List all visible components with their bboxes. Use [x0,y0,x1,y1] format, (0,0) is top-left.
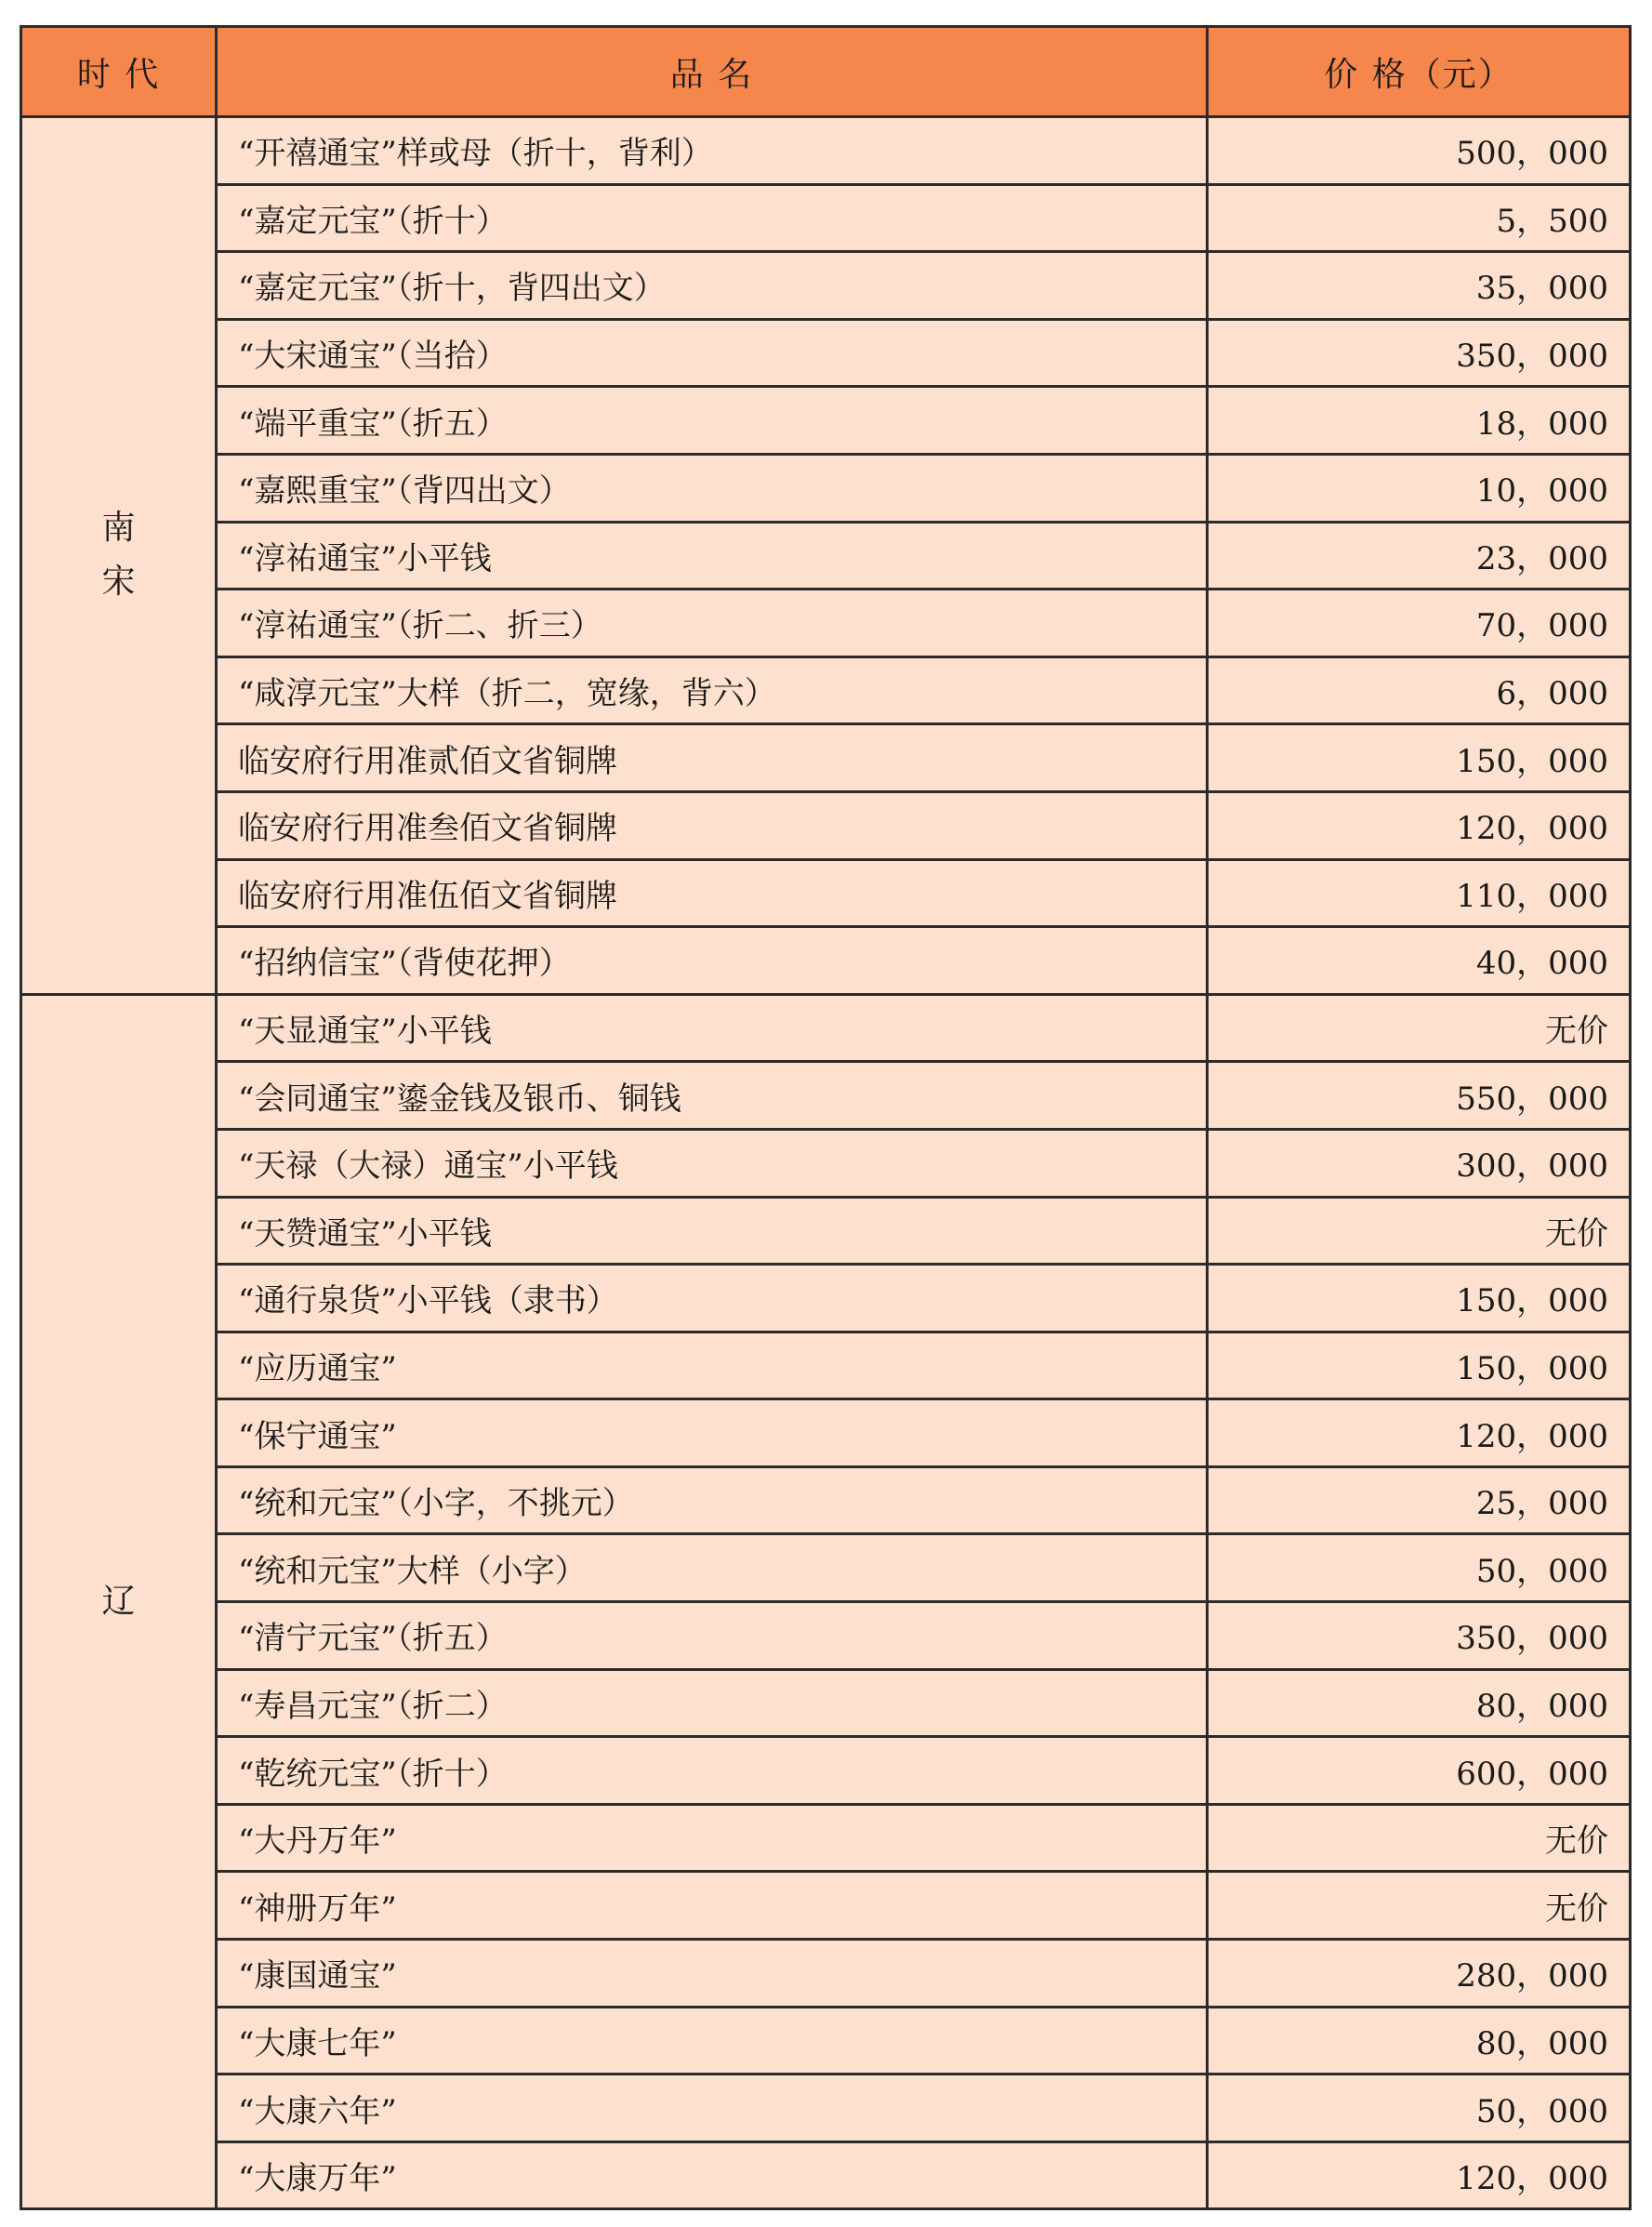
item-name-cell: “清宁元宝”（折五） [217,1602,1208,1670]
item-price-cell: 80，000 [1208,2007,1631,2075]
item-price-cell: 300，000 [1208,1129,1631,1197]
item-name-cell: “大康七年” [217,2007,1208,2075]
item-price-cell: 500，000 [1208,117,1631,185]
item-price-cell: 150，000 [1208,1332,1631,1399]
table-row [21,1197,1631,1265]
item-price-cell: 10，000 [1208,454,1631,522]
table-row [21,454,1631,522]
item-name-cell: “会同通宝”鎏金钱及银币、铜钱 [217,1062,1208,1130]
table-row [21,1534,1631,1602]
item-name-cell: “统和元宝”大样（小字） [217,1534,1208,1602]
table-row [21,1332,1631,1399]
header-era: 时 代 [21,27,217,117]
item-price-cell: 18，000 [1208,387,1631,455]
table-row [21,2075,1631,2142]
item-name-cell: “神册万年” [217,1872,1208,1940]
item-price-cell: 无价 [1208,1804,1631,1872]
item-name-cell: “天显通宝”小平钱 [217,994,1208,1062]
item-name-cell: “大康六年” [217,2075,1208,2142]
item-price-cell: 150，000 [1208,1265,1631,1332]
item-price-cell: 23，000 [1208,522,1631,590]
item-name-cell: “大康万年” [217,2141,1208,2209]
item-price-cell: 5，500 [1208,184,1631,252]
item-price-cell: 35，000 [1208,252,1631,320]
item-price-cell: 50，000 [1208,1534,1631,1602]
item-price-cell: 110，000 [1208,859,1631,927]
item-price-cell: 150，000 [1208,724,1631,792]
item-name-cell: “统和元宝”（小字，不挑元） [217,1466,1208,1534]
item-name-cell: “康国通宝” [217,1940,1208,2008]
table-row [21,387,1631,455]
era-cell [21,994,217,2209]
item-price-cell: 120，000 [1208,791,1631,859]
item-price-cell: 550，000 [1208,1062,1631,1130]
item-price-cell: 40，000 [1208,927,1631,995]
table-row [21,859,1631,927]
table-row [21,319,1631,387]
item-name-cell: 临安府行用准贰佰文省铜牌 [217,724,1208,792]
table-row [21,1872,1631,1940]
item-price-cell: 50，000 [1208,2075,1631,2142]
item-name-cell: “嘉定元宝”（折十，背四出文） [217,252,1208,320]
item-name-cell: “咸淳元宝”大样（折二，宽缘，背六） [217,656,1208,724]
table-row [21,1669,1631,1737]
item-name-cell: 临安府行用准伍佰文省铜牌 [217,859,1208,927]
table-row [21,252,1631,320]
item-name-cell: “通行泉货”小平钱（隶书） [217,1265,1208,1332]
item-name-cell: “大宋通宝”（当拾） [217,319,1208,387]
table-row [21,522,1631,590]
item-name-cell: “大丹万年” [217,1804,1208,1872]
era-cell [21,117,217,995]
header-price: 价 格（元） [1208,27,1631,117]
item-price-cell: 280，000 [1208,1940,1631,2008]
table-row [21,1602,1631,1670]
table-row [21,1129,1631,1197]
item-price-cell: 25，000 [1208,1466,1631,1534]
table-row [21,1265,1631,1332]
item-price-cell: 无价 [1208,994,1631,1062]
table-body [21,117,1631,2209]
table-row [21,1737,1631,1805]
table-row [21,927,1631,995]
item-price-cell: 350，000 [1208,319,1631,387]
item-name-cell: “天赞通宝”小平钱 [217,1197,1208,1265]
item-name-cell: “开禧通宝”样或母（折十，背利） [217,117,1208,185]
table-row [21,117,1631,185]
item-price-cell: 120，000 [1208,2141,1631,2209]
item-name-cell: “招纳信宝”（背使花押） [217,927,1208,995]
header-name: 品 名 [217,27,1208,117]
table-row [21,1466,1631,1534]
item-name-cell: “淳祐通宝”（折二、折三） [217,590,1208,657]
era-label: 南宋 [101,509,136,602]
table-row [21,656,1631,724]
table-row [21,1399,1631,1467]
price-table-container [20,25,1629,2210]
item-price-cell: 350，000 [1208,1602,1631,1670]
table-row [21,184,1631,252]
table-row [21,791,1631,859]
item-price-cell: 120，000 [1208,1399,1631,1467]
item-name-cell: “嘉熙重宝”（背四出文） [217,454,1208,522]
item-name-cell: 临安府行用准叁佰文省铜牌 [217,791,1208,859]
item-price-cell: 6，000 [1208,656,1631,724]
item-name-cell: “寿昌元宝”（折二） [217,1669,1208,1737]
item-price-cell: 无价 [1208,1872,1631,1940]
item-name-cell: “淳祐通宝”小平钱 [217,522,1208,590]
era-label: 辽 [101,1582,136,1621]
item-price-cell: 600，000 [1208,1737,1631,1805]
item-name-cell: “乾统元宝”（折十） [217,1737,1208,1805]
item-name-cell: “嘉定元宝”（折十） [217,184,1208,252]
item-name-cell: “保宁通宝” [217,1399,1208,1467]
table-row [21,1062,1631,1130]
table-row [21,994,1631,1062]
coin-price-table [20,25,1632,2210]
table-row [21,724,1631,792]
table-row [21,1940,1631,2008]
item-price-cell: 80，000 [1208,1669,1631,1737]
item-name-cell: “端平重宝”（折五） [217,387,1208,455]
item-price-cell: 70，000 [1208,590,1631,657]
table-row [21,2007,1631,2075]
table-row [21,1804,1631,1872]
table-row [21,590,1631,657]
item-name-cell: “天禄（大禄）通宝”小平钱 [217,1129,1208,1197]
table-row [21,2141,1631,2209]
item-name-cell: “应历通宝” [217,1332,1208,1399]
header-row [21,27,1631,117]
item-price-cell: 无价 [1208,1197,1631,1265]
table-header [21,27,1631,117]
